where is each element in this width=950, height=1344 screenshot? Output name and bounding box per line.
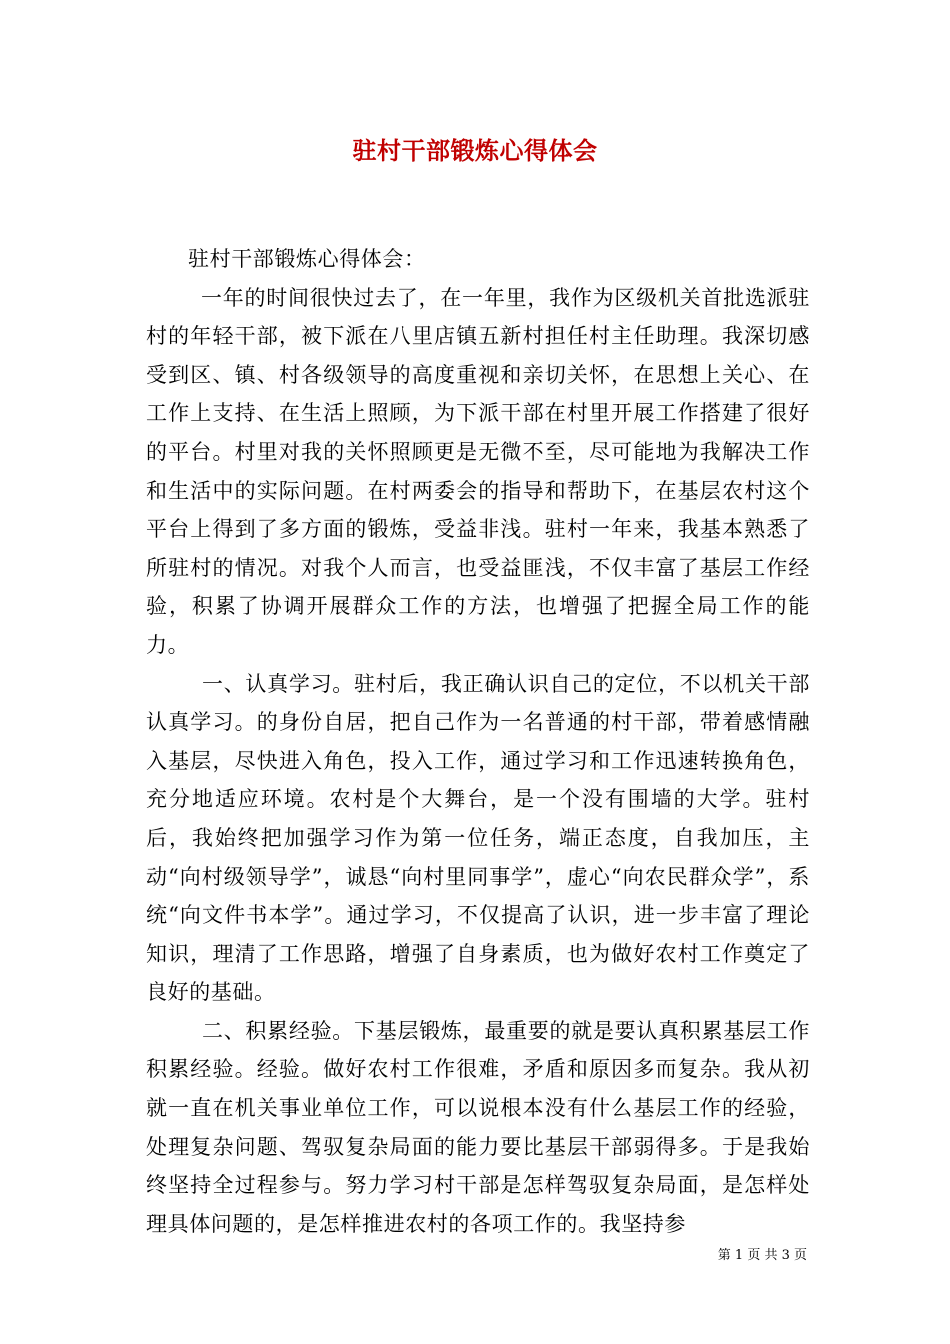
page-number: 第 1 页 共 3 页 <box>717 1248 807 1263</box>
paragraph-section-1: 一、认真学习。驻村后，我正确认识自己的定位，不以机关干部认真学习。的身份自居，把自己作为一名普通的村干部，带着感情融入基层，尽快进入角色，投入工作，通过学习和工作迅速转换角色，充分地适应环境。农村是个大舞台，是一个没有围墙的大学。驻村后，我始终把加强学习作为第一位任务，端正态度，自我加压，主动“向村级领导学”，诚恳“向村里同事学”，虚心“向农民群众学”，系统“向文件书本学”。通过学习，不仅提高了认识，进一步丰富了理论知识，理清了工作思路，增强了自身素质，也为做好农村工作奠定了良好的基础。 <box>146 671 810 1005</box>
document-body <box>146 240 810 1243</box>
paragraph-intro: 一年的时间很快过去了，在一年里，我作为区级机关首批选派驻村的年轻干部，被下派在八里店镇五新村担任村主任助理。我深切感受到区、镇、村各级领导的高度重视和亲切关怀，在思想上关心、在工作上支持、在生活上照顾，为下派干部在村里开展工作搭建了很好的平台。村里对我的关怀照顾更是无微不至，尽可能地为我解决工作和生活中的实际问题。在村两委会的指导和帮助下，在基层农村这个平台上得到了多方面的锻炼，受益非浅。驻村一年来，我基本熟悉了所驻村的情况。对我个人而言，也受益匪浅，不仅丰富了基层工作经验，积累了协调开展群众工作的方法，也增强了把握全局工作的能力。 <box>146 285 810 657</box>
paragraph-section-2: 二、积累经验。下基层锻炼，最重要的就是要认真积累基层工作积累经验。经验。做好农村工作很难，矛盾和原因多而复杂。我从初就一直在机关事业单位工作，可以说根本没有什么基层工作的经验，处理复杂问题、驾驭复杂局面的能力要比基层干部弱得多。于是我始终坚持全过程参与。努力学习村干部是怎样驾驭复杂局面，是怎样处理具体问题的，是怎样推进农村的各项工作的。我坚持参 <box>146 1018 810 1236</box>
page-title: 驻村干部锻炼心得体会 <box>352 136 598 165</box>
salutation: 驻村干部锻炼心得体会： <box>188 247 426 271</box>
